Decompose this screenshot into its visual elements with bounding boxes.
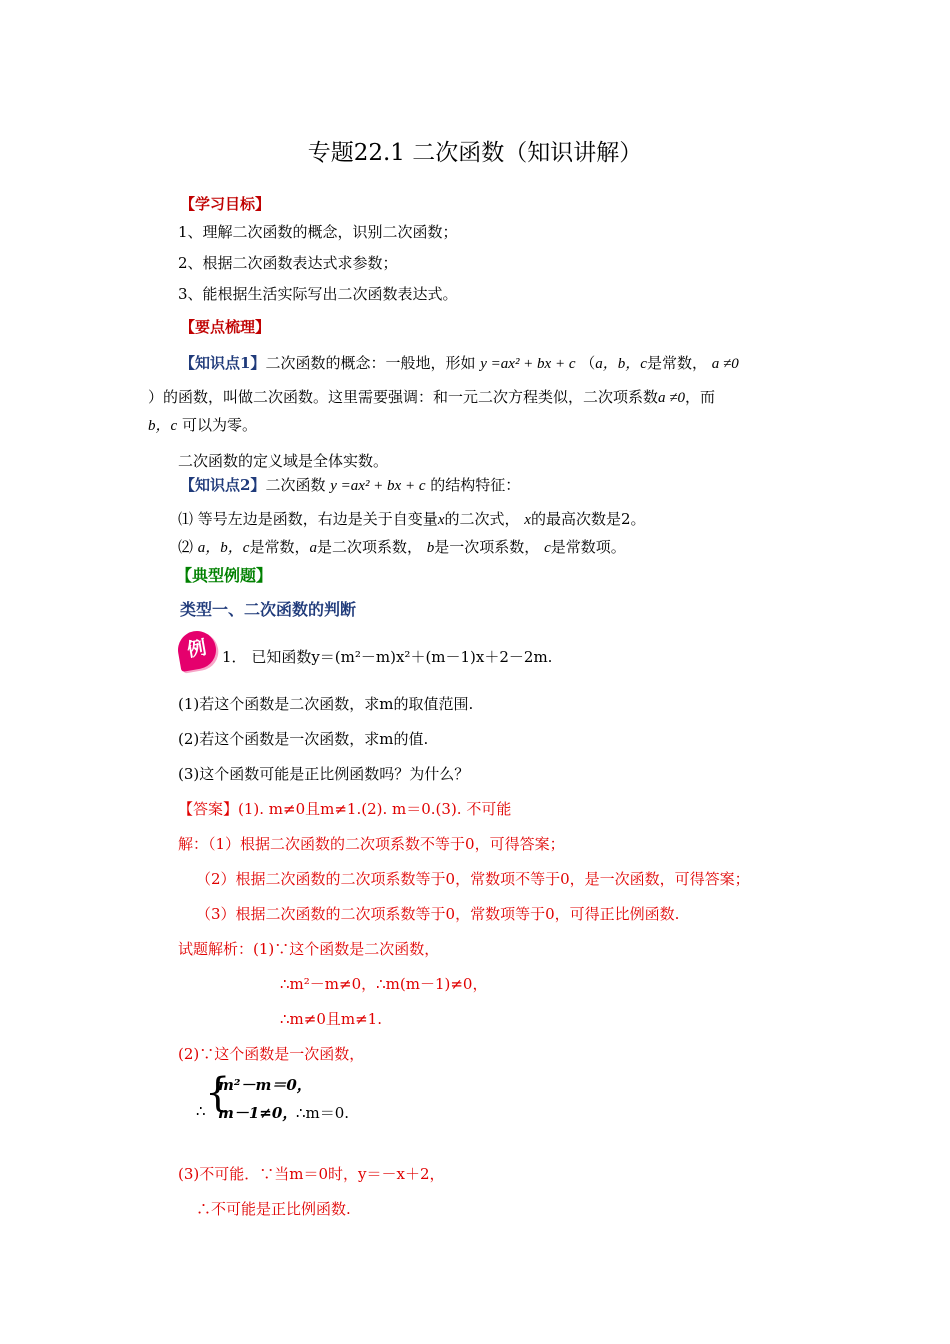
answer-line: 【答案】(1). m≠0且m≠1.(2). m＝0.(3). 不可能	[178, 800, 512, 818]
kp2-line1: 【知识点2】二次函数 y =ax² + bx + c 的结构特征：	[180, 476, 521, 494]
question-2: (2)若这个函数是一次函数，求m的值.	[178, 730, 429, 748]
kp2-label: 【知识点2】	[180, 476, 266, 494]
kp2-item2: ⑵ a，b，c是常数，a是二次项系数， b是一次项系数， c是常数项。	[178, 538, 626, 556]
type1-heading: 类型一、二次函数的判断	[180, 600, 357, 619]
learning-goals-heading: 【学习目标】	[180, 195, 271, 213]
kp1-line3: b，c 可以为零。	[148, 416, 257, 434]
analysis-6: ∴不可能是正比例函数.	[196, 1200, 351, 1218]
examples-heading: 【典型例题】	[176, 566, 273, 585]
system-result: ∴m＝0.	[296, 1104, 350, 1122]
key-points-heading: 【要点梳理】	[180, 318, 271, 336]
system-eq-1: m²－m＝0，	[218, 1076, 312, 1094]
goal-item: 1、理解二次函数的概念，识别二次函数；	[178, 223, 458, 241]
analysis-4: (2)∵这个函数是一次函数，	[178, 1045, 365, 1063]
kp1-label: 【知识点1】	[180, 354, 266, 372]
system-therefore: ∴	[196, 1102, 206, 1120]
kp2-formula: y =ax² + bx + c	[330, 478, 426, 494]
goal-item: 3、能根据生活实际写出二次函数表达式。	[178, 285, 458, 303]
solution-3: （3）根据二次函数的二次项系数等于0，常数项等于0，可得正比例函数.	[196, 905, 680, 923]
analysis-1: 试题解析：(1)∵这个函数是二次函数，	[178, 940, 440, 958]
page-title: 专题22.1 二次函数（知识讲解）	[307, 140, 643, 166]
question-3: (3)这个函数可能是正比例函数吗？为什么？	[178, 765, 470, 783]
goal-item: 2、根据二次函数表达式求参数；	[178, 254, 398, 272]
question-1: (1)若这个函数是二次函数，求m的取值范围.	[178, 695, 474, 713]
analysis-2: ∴m²－m≠0，∴m(m－1)≠0，	[280, 975, 488, 993]
kp2-item1: ⑴ 等号左边是函数，右边是关于自变量x的二次式， x的最高次数是2。	[178, 510, 646, 528]
kp1-formula: y =ax² + bx + c	[480, 356, 576, 372]
kp1-domain: 二次函数的定义域是全体实数。	[178, 452, 389, 470]
example-badge-icon: 例	[175, 628, 219, 672]
analysis-3: ∴m≠0且m≠1.	[280, 1010, 382, 1028]
solution-2: （2）根据二次函数的二次项系数等于0，常数项不等于0，是一次函数，可得答案；	[196, 870, 750, 888]
analysis-5: (3)不可能．∵当m＝0时，y＝－x＋2，	[178, 1165, 445, 1183]
kp1-line1: 【知识点1】二次函数的概念：一般地，形如 y =ax² + bx + c （a，b，c是常数， a ≠0	[180, 354, 739, 372]
system-brace: {	[205, 1070, 231, 1116]
system-eq-2: m－1≠0，	[218, 1104, 298, 1122]
solution-intro: 解：（1）根据二次函数的二次项系数不等于0，可得答案；	[178, 835, 565, 853]
kp1-line2: ）的函数，叫做二次函数。这里需要强调：和一元二次方程类似，二次项系数a ≠0，而	[148, 388, 716, 406]
problem-statement: 1． 已知函数y＝(m²－m)x²＋(m－1)x＋2－2m.	[222, 648, 553, 666]
